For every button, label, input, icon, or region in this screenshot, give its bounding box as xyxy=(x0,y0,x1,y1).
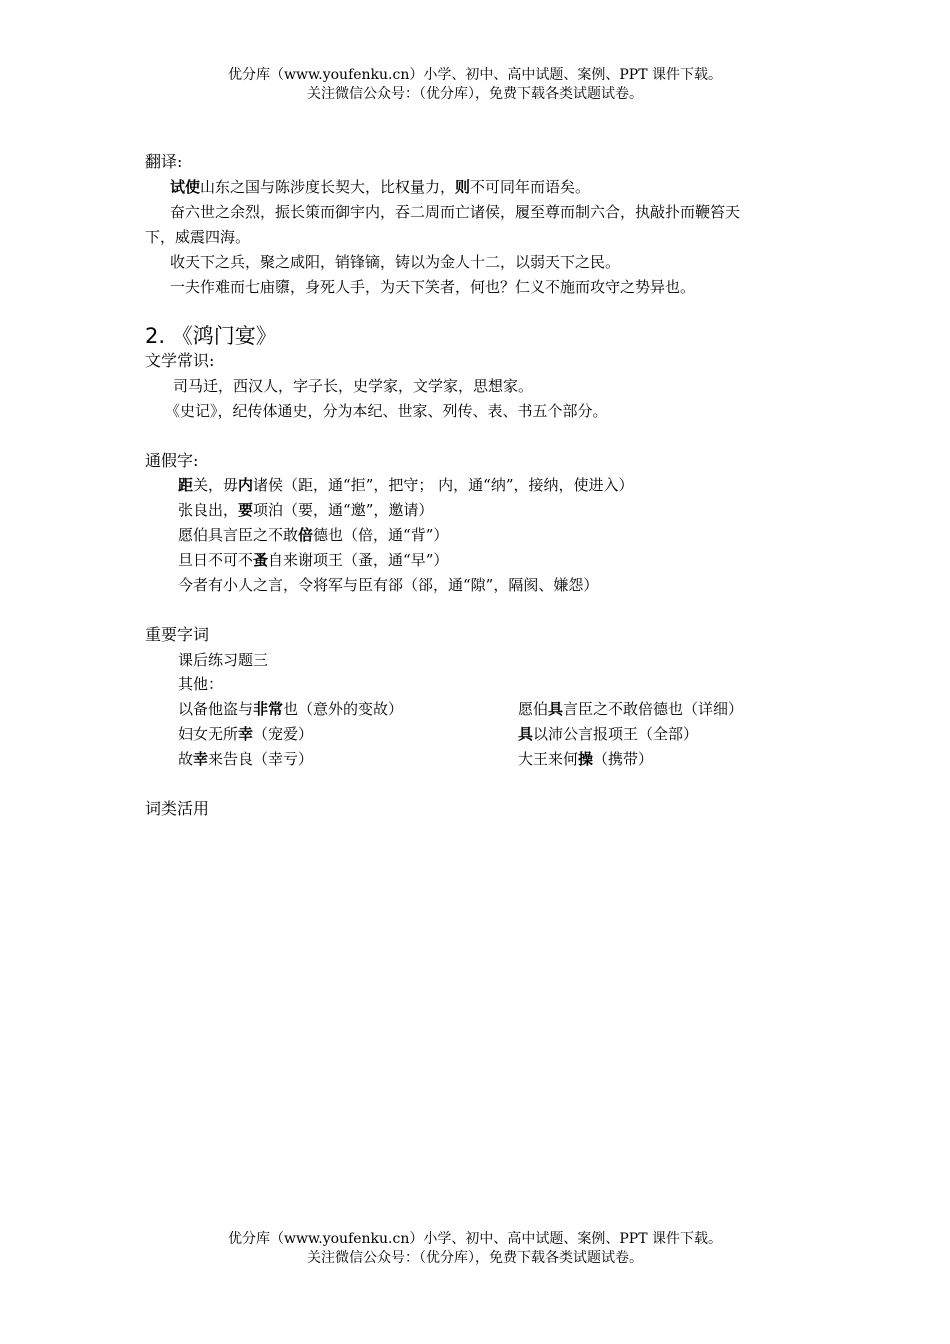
page-footer xyxy=(0,1230,950,1268)
literature-line-1: 司马迁，西汉人，字子长，史学家，文学家，思想家。 xyxy=(173,377,534,395)
header-line-2: 关注微信公众号：（优分库），免费下载各类试题试卷。 xyxy=(307,86,643,102)
translation-paragraph-1: 试使山东之国与陈涉度长契大，比权量力，则不可同年而语矣。 xyxy=(170,178,591,196)
word-left-1: 以备他盗与非常也（意外的变故） xyxy=(178,700,404,718)
page-header xyxy=(0,66,950,104)
section-title: 2. 《鸿门宴》 xyxy=(145,324,277,348)
word-right-1: 愿伯具言臣之不敢倍德也（详细） xyxy=(518,700,744,718)
cilei-heading: 词类活用 xyxy=(145,799,210,818)
translation-paragraph-3: 收天下之兵，聚之咸阳，销锋镝，铸以为金人十二，以弱天下之民。 xyxy=(170,253,621,271)
word-left-2: 妇女无所幸（宠爱） xyxy=(178,725,314,743)
literature-heading: 文学常识: xyxy=(145,351,215,370)
tongjia-item-1: 距关，毋内诸侯（距，通“拒”，把守； 内，通“纳”，接纳，使进入） xyxy=(178,476,634,494)
literature-line-2: 《史记》，纪传体通史，分为本纪、世家、列传、表、书五个部分。 xyxy=(165,402,608,420)
tongjia-item-4: 旦日不可不蚤自来谢项王（蚤，通“早”） xyxy=(178,551,449,569)
words-subheading-2: 其他： xyxy=(178,675,224,693)
header-line-1: 优分库（www.youfenku.cn）小学、初中、高中试题、案例、PPT 课件下载。 xyxy=(227,67,722,83)
translation-paragraph-4: 一夫作难而七庙隳，身死人手，为天下笑者，何也？仁义不施而攻守之势异也。 xyxy=(170,278,696,296)
tongjia-item-2: 张良出，要项泊（要，通“邀”，邀请） xyxy=(178,501,434,519)
words-subheading-1: 课后练习题三 xyxy=(178,651,269,669)
bold-term: 则 xyxy=(455,178,471,196)
tongjia-item-3: 愿伯具言臣之不敢倍德也（倍，通“背”） xyxy=(178,526,449,544)
word-right-2: 具以沛公言报项王（全部） xyxy=(518,725,699,743)
bold-term: 试使 xyxy=(170,178,201,196)
footer-line-2: 关注微信公众号：（优分库），免费下载各类试题试卷。 xyxy=(307,1250,643,1266)
translation-paragraph-2b: 下，威震四海。 xyxy=(145,228,251,246)
words-heading: 重要字词 xyxy=(145,625,210,644)
word-right-3: 大王来何操（携带） xyxy=(518,750,654,768)
word-left-3: 故幸来告良（幸亏） xyxy=(178,750,314,768)
translation-heading: 翻译: xyxy=(145,152,183,171)
translation-paragraph-2a: 奋六世之余烈，振长策而御宇内，吞二周而亡诸侯，履至尊而制六合，执敲扑而鞭笞天 xyxy=(170,203,741,221)
tongjia-item-5: 今者有小人之言，令将军与臣有郤（郤，通“隙”，隔阂、嫌怨） xyxy=(178,576,599,594)
footer-line-1: 优分库（www.youfenku.cn）小学、初中、高中试题、案例、PPT 课件下载。 xyxy=(227,1231,722,1247)
tongjia-heading: 通假字: xyxy=(145,451,199,470)
